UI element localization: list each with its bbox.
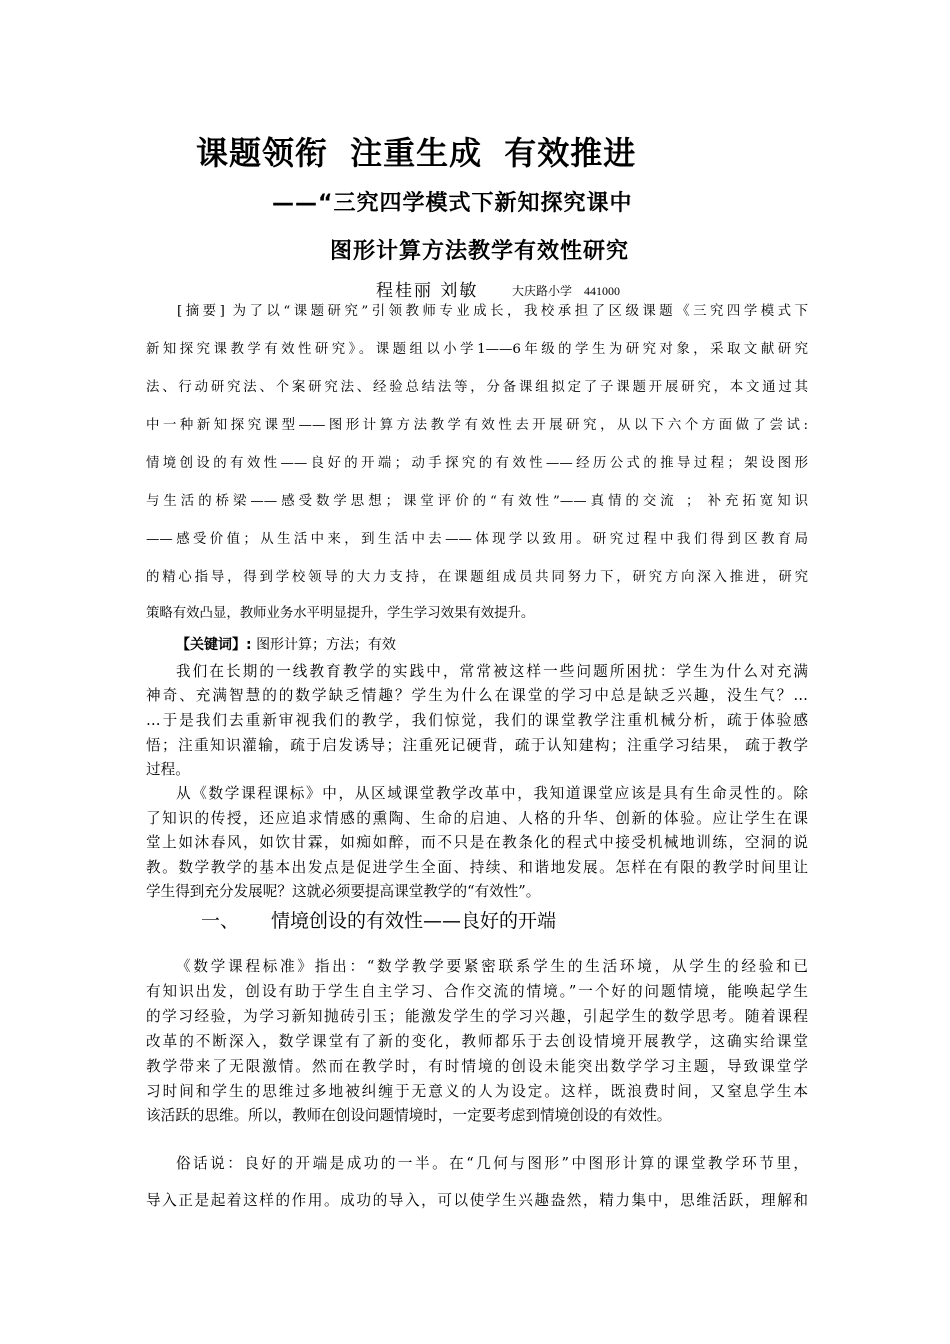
- paragraph-2-line: 教。数学教学的基本出发点是促进学生全面、持续、和谐地发展。怎样在有限的教学时间里让: [146, 859, 808, 876]
- abstract-line: 的精心指导，得到学校领导的大力支持，在课题组成员共同努力下，研究方向深入推进，研究: [146, 570, 808, 585]
- paragraph-3-line: 改革的不断深入，数学课堂有了新的变化，教师都乐于去创设情境开展教学，这确实给课堂: [146, 1033, 808, 1050]
- section-heading-1: [201, 906, 556, 933]
- paragraph-2-line: 了知识的传授，还应追求情感的熏陶、生命的启迪、人格的升华、创新的体验。应让学生在课: [146, 810, 808, 827]
- paragraph-2-line: 从《数学课程课标》中，从区域课堂教学改革中，我知道课堂应该是具有生命灵性的。除: [176, 785, 808, 802]
- abstract-line: [摘要] 为了以“课题研究”引领教师专业成长，我校承担了区级课题《三究四学模式下: [177, 304, 808, 319]
- affiliation: 大庆路小学 441000: [512, 284, 621, 298]
- paragraph-3-line: 教学带来了无限激情。然而在教学时，有时情境的创设未能突出数学学习主题，导致课堂学: [146, 1058, 808, 1075]
- authors: 程桂丽 刘敏: [376, 281, 479, 301]
- paragraph-2-line: 堂上如沐春风，如饮甘霖，如痴如醉，而不只是在教条化的程式中接受机械地训练，空洞的说: [146, 834, 808, 851]
- abstract-line: ——感受价值；从生活中来，到生活中去——体现学以致用。研究过程中我们得到区教育局: [146, 532, 808, 547]
- abstract-line: 情境创设的有效性——良好的开端；动手探究的有效性——经历公式的推导过程；架设图形: [146, 456, 808, 471]
- abstract-line: 策略有效凸显，教师业务水平明显提升，学生学习效果有效提升。: [146, 606, 535, 621]
- keywords: [176, 634, 396, 654]
- page-title: 课题领衔 注重生成 有效推进: [196, 134, 637, 172]
- paragraph-4-line: 导入正是起着这样的作用。成功的导入，可以使学生兴趣盎然，精力集中，思维活跃，理解和: [146, 1192, 808, 1209]
- abstract-line: 中一种新知探究课型——图形计算方法教学有效性去开展研究，从以下六个方面做了尝试:: [146, 418, 808, 433]
- paragraph-1-line: 过程。: [146, 761, 190, 778]
- paragraph-3-line: 该活跃的思维。所以，教师在创设问题情境时，一定要考虑到情境创设的有效性。: [146, 1107, 672, 1124]
- paragraph-3-line: 习时间和学生的思维过多地被纠缠于无意义的人为设定。这样，既浪费时间，又窒息学生本: [146, 1083, 808, 1100]
- paragraph-1-line: 神奇、充满智慧的的数学缺乏情趣？学生为什么在课堂的学习中总是缺乏兴趣，没生气？…: [146, 687, 808, 704]
- paragraph-3-line: 的学习经验，为学习新知抛砖引玉；能激发学生的学习兴趣，引起学生的数学思考。随着课程: [146, 1008, 808, 1025]
- subtitle-line-1: ——“三究四学模式下新知探究课中: [272, 191, 633, 216]
- subtitle-line-2: 图形计算方法教学有效性研究: [330, 239, 630, 264]
- paragraph-4-line: 俗话说：良好的开端是成功的一半。在“几何与图形”中图形计算的课堂教学环节里，: [176, 1155, 808, 1172]
- abstract-line: 新知探究课教学有效性研究》。课题组以小学1——6年级的学生为研究对象，采取文献研究: [146, 342, 808, 357]
- abstract-line: 法、行动研究法、个案研究法、经验总结法等，分备课组拟定了子课题开展研究，本文通过其: [146, 380, 808, 395]
- section-title: 情境创设的有效性——良好的开端: [271, 910, 557, 932]
- keywords-value: 图形计算；方法；有效: [256, 637, 397, 653]
- paragraph-3-line: 有知识出发，创设有助于学生自主学习、合作交流的情境。”一个好的问题情境，能唤起学生: [146, 983, 808, 1000]
- keywords-label: 【关键词】:: [176, 637, 252, 653]
- paragraph-1-line: …于是我们去重新审视我们的教学，我们惊觉，我们的课堂教学注重机械分析，疏于体验感: [146, 712, 808, 729]
- paragraph-1-line: 我们在长期的一线教育教学的实践中，常常被这样一些问题所困扰：学生为什么对充满: [176, 663, 808, 680]
- abstract-line: 与生活的桥梁——感受数学思想；课堂评价的“有效性”——真情的交流 ； 补充拓宽知识: [146, 494, 808, 509]
- paragraph-2-line: 学生得到充分发展呢？这就必须要提高课堂教学的“有效性”。: [146, 883, 541, 900]
- paragraph-1-line: 悟；注重知识灌输，疏于启发诱导；注重死记硬背，疏于认知建构；注重学习结果， 疏于教学: [146, 737, 808, 754]
- paragraph-3-line: 《数学课程标准》指出：“数学教学要紧密联系学生的生活环境，从学生的经验和已: [176, 958, 808, 975]
- section-number: 一、: [201, 910, 240, 932]
